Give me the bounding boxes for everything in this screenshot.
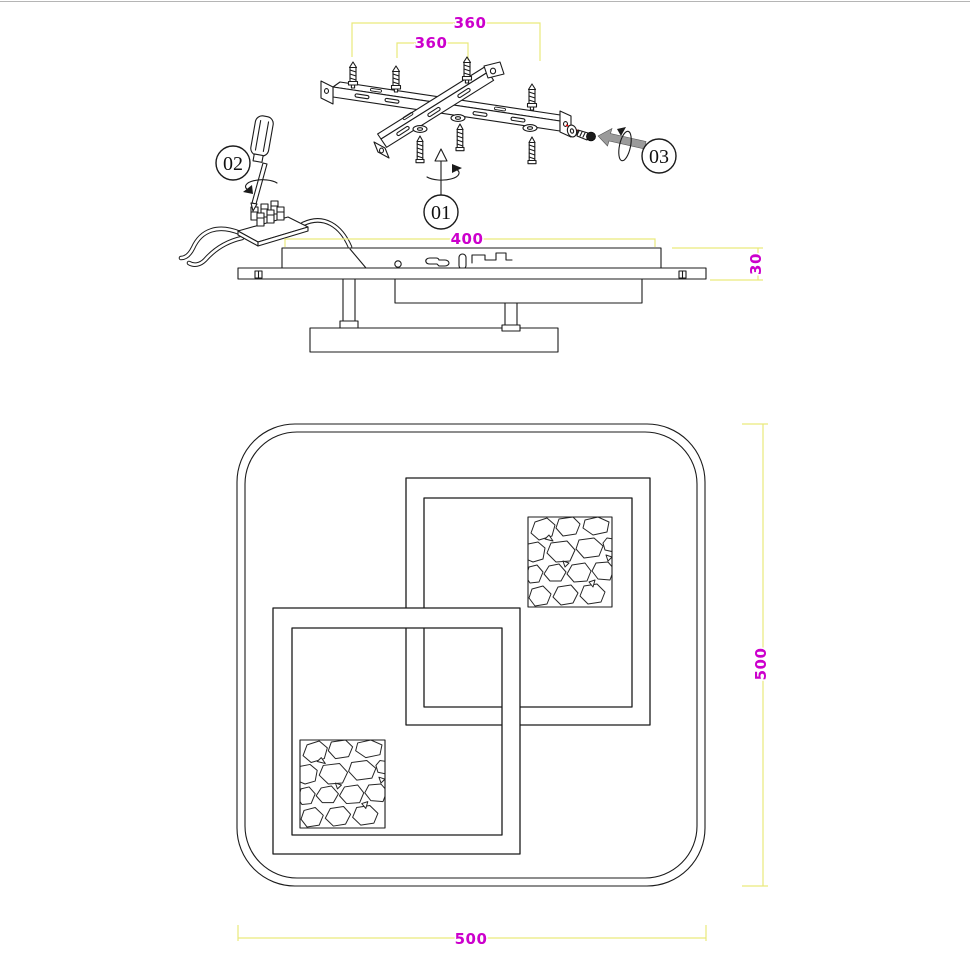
washer-icon [451, 115, 465, 122]
locking-screw-icon [577, 130, 596, 141]
dimension-label-500-height: 500 [752, 647, 770, 681]
dimension-label-360-inner: 360 [414, 34, 448, 52]
assembly-exploded-view [181, 14, 676, 265]
callout-03-label: 03 [649, 146, 669, 168]
washer-icon [523, 125, 537, 132]
base-plate [238, 268, 706, 279]
wall-anchor-icon [392, 66, 401, 92]
step-02-annotation [181, 115, 350, 265]
upper-frame-edge [395, 279, 642, 303]
up-arrow-icon [435, 149, 447, 161]
screw-icon [416, 136, 424, 163]
dimension-label-500-width: 500 [454, 930, 488, 948]
lower-frame-edge [310, 328, 558, 352]
callout-01-label: 01 [431, 202, 451, 224]
dimension-fixture-width-500 [238, 925, 706, 948]
screwdriver-icon [249, 115, 275, 211]
rotate-arrowhead [617, 127, 626, 136]
fixture-plan-view [237, 424, 770, 948]
step-01-annotation [424, 149, 462, 229]
callout-02-label: 02 [223, 153, 243, 175]
rotate-arrow-icon [617, 130, 634, 162]
step-03-annotation [566, 124, 676, 173]
light-frame-upper [406, 478, 650, 725]
wall-anchor-icon [349, 62, 358, 88]
dimension-label-30: 30 [747, 253, 765, 275]
dimension-label-360-outer: 360 [453, 14, 487, 32]
screw-icon [528, 137, 536, 164]
screw-icon [456, 124, 464, 151]
wall-anchor-icon [528, 84, 537, 110]
wall-anchor-icon [463, 57, 472, 83]
rotate-arrowhead [243, 185, 253, 194]
washer-icon [413, 126, 427, 133]
dimension-fixture-height-500 [742, 424, 770, 886]
fixture-side-view [238, 230, 765, 352]
dimension-bracket-inner-360 [397, 34, 468, 60]
rotate-arrowhead [452, 164, 462, 173]
dimension-label-400: 400 [450, 230, 484, 248]
